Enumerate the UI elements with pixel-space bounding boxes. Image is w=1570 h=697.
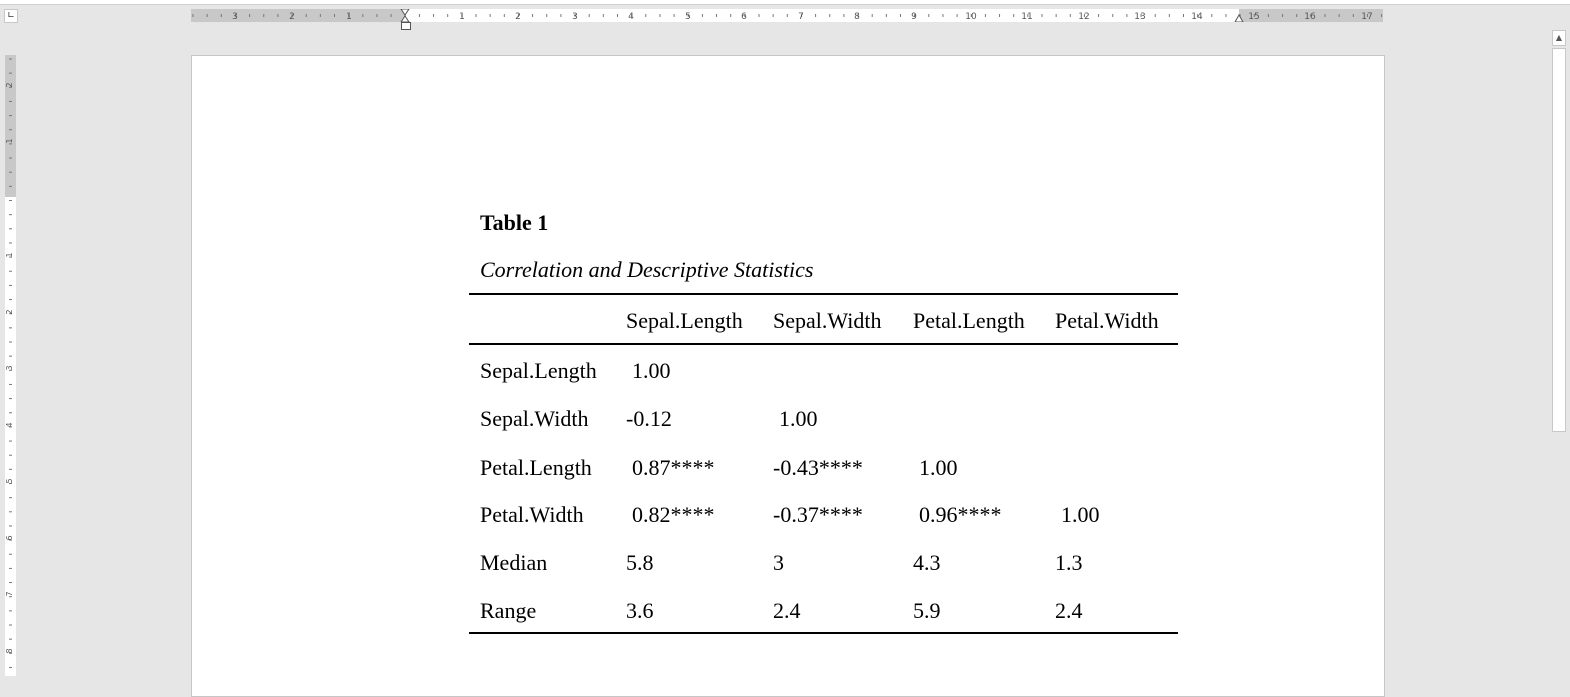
left-indent-marker: [401, 9, 409, 22]
ruler-indent-markers: [401, 9, 1243, 22]
ruler-label: 7: [798, 12, 804, 22]
column-header: Petal.Width: [1055, 308, 1159, 333]
ruler-ticks: [191, 9, 1383, 22]
ruler-label: 1: [346, 12, 352, 22]
table-cell: 1.00: [919, 455, 958, 480]
ruler-label: 3: [232, 12, 238, 22]
table-cell: 0.87****: [632, 455, 715, 480]
row-label: Range: [480, 598, 537, 623]
vruler-label: 5: [5, 478, 14, 484]
ruler-label: 15: [1248, 12, 1260, 22]
ruler-label: 16: [1304, 12, 1316, 22]
row-label: Sepal.Width: [480, 406, 589, 431]
ruler-label: 13: [1134, 12, 1146, 22]
ruler-label: 1: [459, 12, 465, 22]
table-number: Table 1: [480, 210, 549, 235]
ruler-label: 2: [289, 12, 295, 22]
ruler-ticks-vertical: [5, 55, 16, 676]
ruler-label: 3: [572, 12, 578, 22]
table-cell: 1.00: [632, 358, 671, 383]
vruler-label: 1: [5, 252, 14, 258]
ruler-label: 14: [1191, 12, 1203, 22]
table-cell: 2.4: [1055, 598, 1083, 623]
title-bar-edge: [0, 0, 1570, 5]
table-caption: Correlation and Descriptive Statistics: [480, 257, 814, 282]
table-top-rule: [469, 293, 1178, 295]
column-header: Petal.Length: [913, 308, 1025, 333]
table-header-rule: [469, 343, 1178, 345]
table-cell: 1.00: [1061, 502, 1100, 527]
ruler-label: 5: [685, 12, 691, 22]
ruler-label: 6: [741, 12, 747, 22]
vruler-label: 8: [5, 648, 14, 654]
table-cell: -0.12: [626, 406, 672, 431]
table-cell: 4.3: [913, 550, 941, 575]
table-cell: -0.37****: [773, 502, 863, 527]
table-cell: 3.6: [626, 598, 654, 623]
vertical-scrollbar[interactable]: [1550, 30, 1566, 676]
vruler-label: 6: [5, 535, 14, 541]
horizontal-ruler[interactable]: [191, 9, 1383, 22]
right-indent-marker: [1235, 15, 1243, 22]
row-label: Petal.Width: [480, 502, 584, 527]
table-cell: 5.9: [913, 598, 941, 623]
table-cell: 2.4: [773, 598, 801, 623]
tab-stop-selector[interactable]: ∟: [4, 9, 18, 23]
ruler-label: 11: [1021, 12, 1033, 22]
ruler-label: 10: [965, 12, 977, 22]
vertical-ruler[interactable]: [5, 55, 16, 676]
scroll-up-arrow-icon[interactable]: ▲: [1552, 30, 1566, 46]
table-cell: 5.8: [626, 550, 654, 575]
vruler-label: 1: [5, 138, 14, 144]
scroll-thumb[interactable]: [1552, 48, 1566, 432]
row-label: Sepal.Length: [480, 358, 597, 383]
table-cell: 0.82****: [632, 502, 715, 527]
table-cell: 1.00: [779, 406, 818, 431]
row-label: Median: [480, 550, 548, 575]
ruler-label: 17: [1361, 12, 1373, 22]
ruler-label: 9: [911, 12, 917, 22]
ruler-label: 12: [1078, 12, 1090, 22]
hanging-indent-marker[interactable]: [401, 22, 411, 30]
column-header: Sepal.Length: [626, 308, 743, 333]
column-header: Sepal.Width: [773, 308, 882, 333]
table-cell: 3: [773, 550, 784, 575]
ruler-label: 4: [628, 12, 634, 22]
table-bottom-rule: [469, 632, 1178, 634]
vruler-label: 2: [5, 309, 14, 315]
table-cell: 0.96****: [919, 502, 1002, 527]
vruler-label: 3: [5, 365, 14, 371]
table-cell: 1.3: [1055, 550, 1083, 575]
vruler-label: 4: [5, 422, 14, 428]
row-label: Petal.Length: [480, 455, 592, 480]
ruler-label: 2: [515, 12, 521, 22]
ruler-label: 8: [854, 12, 860, 22]
table-cell: -0.43****: [773, 455, 863, 480]
vruler-label: 7: [5, 591, 14, 597]
vruler-label: 2: [5, 82, 14, 88]
